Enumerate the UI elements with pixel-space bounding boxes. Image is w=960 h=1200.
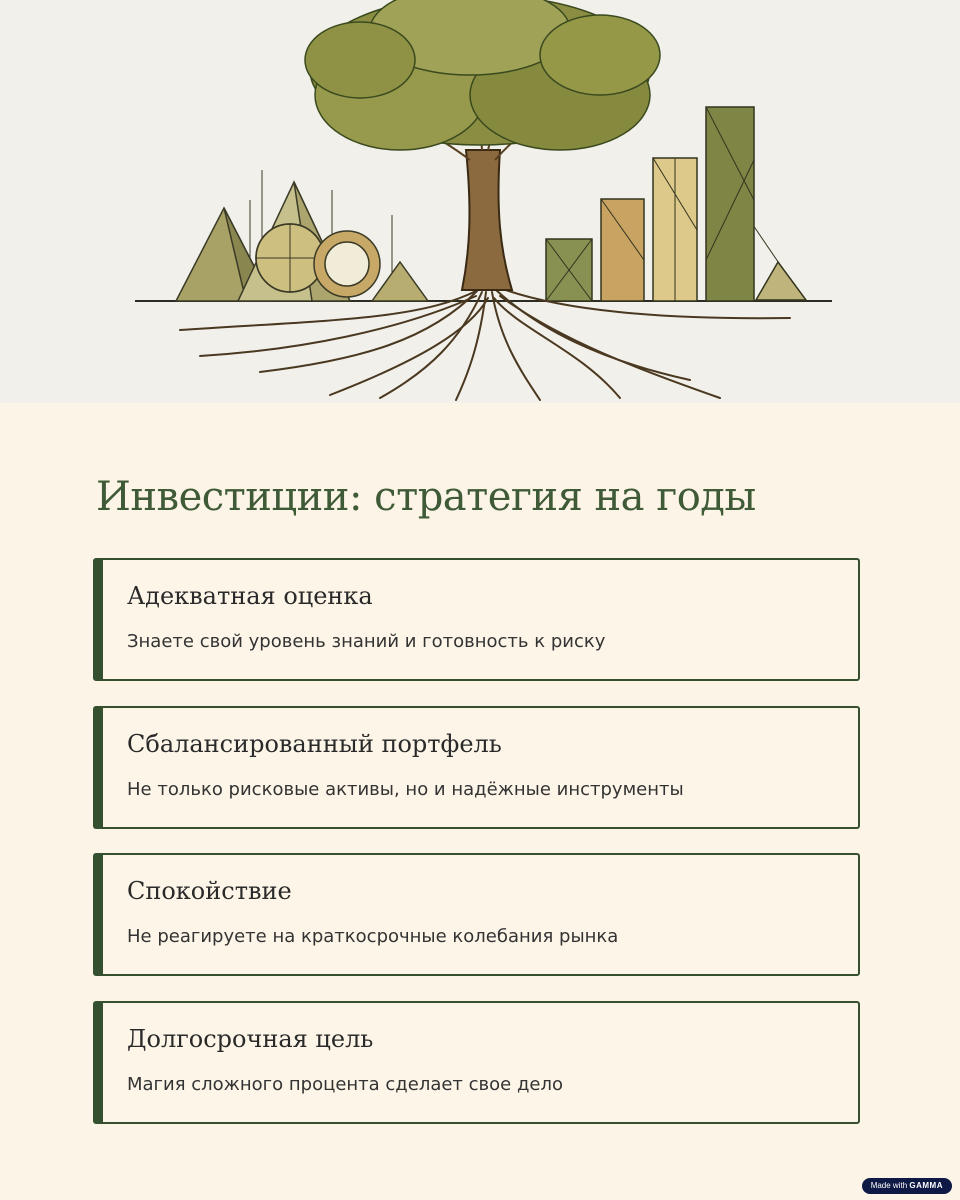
card-title: Долгосрочная цель bbox=[127, 1025, 374, 1053]
made-with-gamma-badge[interactable] bbox=[862, 1178, 952, 1194]
hero-illustration bbox=[0, 0, 960, 403]
card-adequate-assessment bbox=[93, 558, 860, 681]
card-text: Не только рисковые активы, но и надёжные инструменты bbox=[127, 779, 684, 800]
tree-roots bbox=[180, 288, 790, 400]
card-balanced-portfolio bbox=[93, 706, 860, 829]
card-text: Магия сложного процента сделает свое дело bbox=[127, 1074, 563, 1095]
badge-brand: GAMMA bbox=[909, 1181, 943, 1190]
left-geometric-shapes bbox=[176, 170, 428, 301]
tree-canopy bbox=[305, 0, 660, 150]
card-text: Знаете свой уровень знаний и готовность к риску bbox=[127, 631, 606, 652]
tree-trunk bbox=[462, 150, 512, 290]
card-calmness bbox=[93, 853, 860, 976]
card-text: Не реагируете на краткосрочные колебания рынка bbox=[127, 926, 619, 947]
card-title: Адекватная оценка bbox=[127, 582, 373, 610]
card-title: Спокойствие bbox=[127, 877, 292, 905]
card-long-term-goal bbox=[93, 1001, 860, 1124]
tree-illustration bbox=[0, 0, 960, 403]
page-title: Инвестиции: стратегия на годы bbox=[96, 474, 756, 520]
card-title: Сбалансированный портфель bbox=[127, 730, 502, 758]
badge-prefix: Made with bbox=[870, 1181, 908, 1190]
